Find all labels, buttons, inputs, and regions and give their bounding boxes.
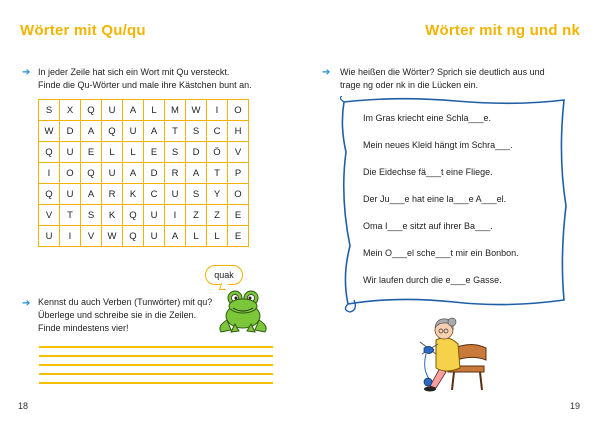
grid-cell[interactable]: A (81, 184, 102, 205)
grid-cell[interactable]: T (60, 205, 81, 226)
sentence: Der Ju___e hat eine la___e A___el. (363, 194, 507, 204)
grid-cell[interactable]: P (228, 163, 249, 184)
page-number-right: 19 (569, 401, 580, 411)
arrow-right-icon: ➔ (22, 67, 31, 78)
instruction-verbs: Kennst du auch Verben (Tunwörter) mit qu? Überlege und schreibe sie in die Zeilen. Finde mindestens vier! (38, 297, 213, 333)
right-page-title: Wörter mit ng und nk (425, 22, 580, 39)
grid-cell[interactable]: Q (81, 163, 102, 184)
right-page (300, 0, 600, 424)
speech-bubble: quak (205, 265, 243, 285)
writing-line[interactable] (39, 355, 273, 357)
grid-cell[interactable]: A (165, 226, 186, 247)
grid-cell[interactable]: I (39, 163, 60, 184)
grid-cell[interactable]: S (186, 121, 207, 142)
grid-cell[interactable]: R (165, 163, 186, 184)
grid-cell[interactable]: T (165, 121, 186, 142)
grid-cell[interactable]: R (102, 184, 123, 205)
grid-cell[interactable]: L (123, 142, 144, 163)
grid-cell[interactable]: O (228, 184, 249, 205)
grid-cell[interactable]: S (186, 184, 207, 205)
grandma-knitting-icon (400, 310, 490, 398)
sentence: Im Gras kriecht eine Schla___e. (363, 113, 492, 123)
grid-cell[interactable]: Q (102, 121, 123, 142)
grid-cell[interactable]: U (102, 163, 123, 184)
sentence: Wir laufen durch die e___e Gasse. (363, 275, 502, 285)
grid-cell[interactable]: H (228, 121, 249, 142)
writing-line[interactable] (39, 382, 273, 384)
grid-cell[interactable]: S (81, 205, 102, 226)
grid-cell[interactable]: M (165, 100, 186, 121)
instruction-wordsearch: In jeder Zeile hat sich ein Wort mit Qu versteckt. Finde die Qu-Wörter und male ihre Kästchen bunt an. (38, 67, 252, 90)
grid-cell[interactable]: U (102, 100, 123, 121)
grid-cell[interactable]: L (102, 142, 123, 163)
grid-cell[interactable]: C (144, 184, 165, 205)
grid-cell[interactable]: C (207, 121, 228, 142)
grid-cell[interactable]: I (165, 205, 186, 226)
grid-cell[interactable]: E (144, 142, 165, 163)
grid-cell[interactable]: E (228, 205, 249, 226)
grid-cell[interactable]: W (39, 121, 60, 142)
grid-cell[interactable]: X (60, 100, 81, 121)
grid-row (39, 142, 249, 163)
grid-cell[interactable]: A (123, 163, 144, 184)
grid-cell[interactable]: K (102, 205, 123, 226)
grid-cell[interactable]: I (207, 100, 228, 121)
grid-cell[interactable]: U (123, 121, 144, 142)
grid-cell[interactable]: O (60, 163, 81, 184)
grid-row (39, 100, 249, 121)
grid-row (39, 121, 249, 142)
grid-cell[interactable]: S (39, 100, 60, 121)
grid-cell[interactable]: I (60, 226, 81, 247)
grid-cell[interactable]: Q (39, 184, 60, 205)
grid-cell[interactable]: U (144, 226, 165, 247)
grid-cell[interactable]: Q (39, 142, 60, 163)
ng-nk-sentences (363, 112, 553, 301)
instruction-ng-nk: Wie heißen die Wörter? Sprich sie deutlich aus und trage ng oder nk in die Lücken ein. (340, 67, 545, 90)
grid-cell[interactable]: V (228, 142, 249, 163)
grid-cell[interactable]: L (207, 226, 228, 247)
grid-cell[interactable]: U (165, 184, 186, 205)
sentence: Mein neues Kleid hängt im Schra___. (363, 140, 513, 150)
grid-cell[interactable]: U (39, 226, 60, 247)
writing-lines (39, 346, 273, 391)
grid-cell[interactable]: A (144, 121, 165, 142)
grid-cell[interactable]: Ö (207, 142, 228, 163)
grid-cell[interactable]: D (60, 121, 81, 142)
grid-cell[interactable]: Q (123, 205, 144, 226)
word-search-grid (38, 99, 249, 247)
grid-cell[interactable]: A (123, 100, 144, 121)
writing-line[interactable] (39, 364, 273, 366)
grid-row (39, 205, 249, 226)
grid-cell[interactable]: K (123, 184, 144, 205)
grid-cell[interactable]: Y (207, 184, 228, 205)
grid-row (39, 184, 249, 205)
grid-cell[interactable]: U (60, 142, 81, 163)
frog-icon (213, 286, 273, 336)
grid-row (39, 163, 249, 184)
grid-cell[interactable]: D (186, 142, 207, 163)
grid-cell[interactable]: A (186, 163, 207, 184)
grid-cell[interactable]: U (144, 205, 165, 226)
writing-line[interactable] (39, 373, 273, 375)
sentence: Oma I___e sitzt auf ihrer Ba___. (363, 221, 493, 231)
grid-cell[interactable]: L (186, 226, 207, 247)
sentence: Mein O___el sche___t mir ein Bonbon. (363, 248, 519, 258)
grid-cell[interactable]: T (207, 163, 228, 184)
arrow-right-icon: ➔ (22, 298, 31, 309)
grid-cell[interactable]: W (186, 100, 207, 121)
grid-cell[interactable]: Z (207, 205, 228, 226)
grid-cell[interactable]: S (165, 142, 186, 163)
grid-cell[interactable]: V (81, 226, 102, 247)
grid-cell[interactable]: E (228, 226, 249, 247)
arrow-right-icon: ➔ (322, 67, 331, 78)
writing-line[interactable] (39, 346, 273, 348)
grid-cell[interactable]: E (81, 142, 102, 163)
grid-cell[interactable]: Q (123, 226, 144, 247)
grid-cell[interactable]: Z (186, 205, 207, 226)
sentence: Die Eidechse fä___t eine Fliege. (363, 167, 493, 177)
grid-cell[interactable]: U (60, 184, 81, 205)
grid-cell[interactable]: A (81, 121, 102, 142)
grid-cell[interactable]: W (102, 226, 123, 247)
page-number-left: 18 (18, 401, 29, 411)
grid-cell[interactable]: O (228, 100, 249, 121)
grid-row (39, 226, 249, 247)
grid-cell[interactable]: D (144, 163, 165, 184)
grid-cell[interactable]: L (144, 100, 165, 121)
left-page-title: Wörter mit Qu/qu (20, 22, 146, 39)
grid-cell[interactable]: V (39, 205, 60, 226)
grid-cell[interactable]: Q (81, 100, 102, 121)
